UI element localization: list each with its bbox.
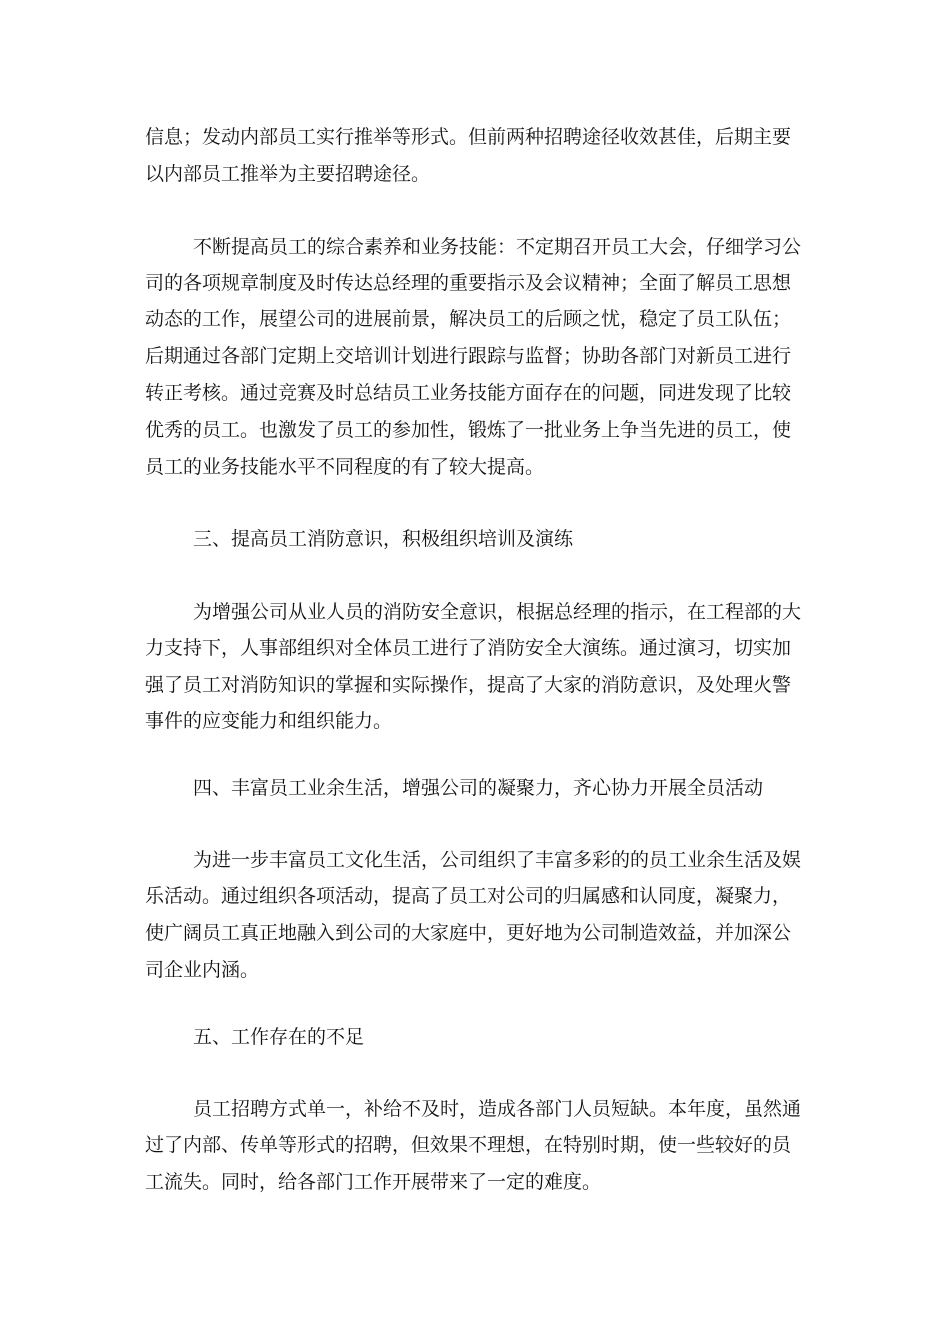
paragraph-line: 转正考核。通过竞赛及时总结员工业务技能方面存在的问题，同进发现了比较 (145, 382, 792, 404)
section-heading: 五、工作存在的不足 (193, 1026, 365, 1048)
paragraph-line: 强了员工对消防知识的掌握和实际操作，提高了大家的消防意识，及处理火警 (145, 674, 792, 696)
paragraph-line: 乐活动。通过组织各项活动，提高了员工对公司的归属感和认同度，凝聚力， (145, 885, 792, 907)
section-heading: 三、提高员工消防意识，积极组织培训及演练 (193, 528, 574, 550)
paragraph-line: 过了内部、传单等形式的招聘，但效果不理想，在特别时期，使一些较好的员 (145, 1134, 792, 1156)
paragraph-line: 信息；发动内部员工实行推举等形式。但前两种招聘途径收效甚佳，后期主要 (145, 126, 792, 148)
paragraph-line: 事件的应变能力和组织能力。 (145, 710, 393, 732)
section-heading: 四、丰富员工业余生活，增强公司的凝聚力，齐心协力开展全员活动 (193, 777, 764, 799)
paragraph-line: 动态的工作，展望公司的进展前景，解决员工的后顾之忧，稳定了员工队伍； (145, 308, 792, 330)
paragraph-line: 以内部员工推举为主要招聘途径。 (145, 163, 431, 185)
paragraph-line: 后期通过各部门定期上交培训计划进行跟踪与监督；协助各部门对新员工进行 (145, 345, 792, 367)
paragraph-line: 司的各项规章制度及时传达总经理的重要指示及会议精神；全面了解员工思想 (145, 272, 792, 294)
paragraph-line: 使广阔员工真正地融入到公司的大家庭中，更好地为公司制造效益，并加深公 (145, 922, 792, 944)
paragraph-line: 工流失。同时，给各部门工作开展带来了一定的难度。 (145, 1171, 602, 1193)
paragraph-line: 不断提高员工的综合素养和业务技能：不定期召开员工大会，仔细学习公 (193, 236, 802, 258)
paragraph-line: 员工招聘方式单一，补给不及时，造成各部门人员短缺。本年度，虽然通 (193, 1098, 802, 1120)
paragraph-line: 员工的业务技能水平不同程度的有了较大提高。 (145, 456, 545, 478)
paragraph-line: 优秀的员工。也激发了员工的参加性，锻炼了一批业务上争当先进的员工，使 (145, 419, 792, 441)
paragraph-line: 司企业内涵。 (145, 959, 260, 981)
paragraph-line: 为增强公司从业人员的消防安全意识，根据总经理的指示，在工程部的大 (193, 601, 802, 623)
paragraph-line: 为进一步丰富员工文化生活，公司组织了丰富多彩的的员工业余生活及娱 (193, 849, 802, 871)
paragraph-line: 力支持下，人事部组织对全体员工进行了消防安全大演练。通过演习，切实加 (145, 637, 792, 659)
